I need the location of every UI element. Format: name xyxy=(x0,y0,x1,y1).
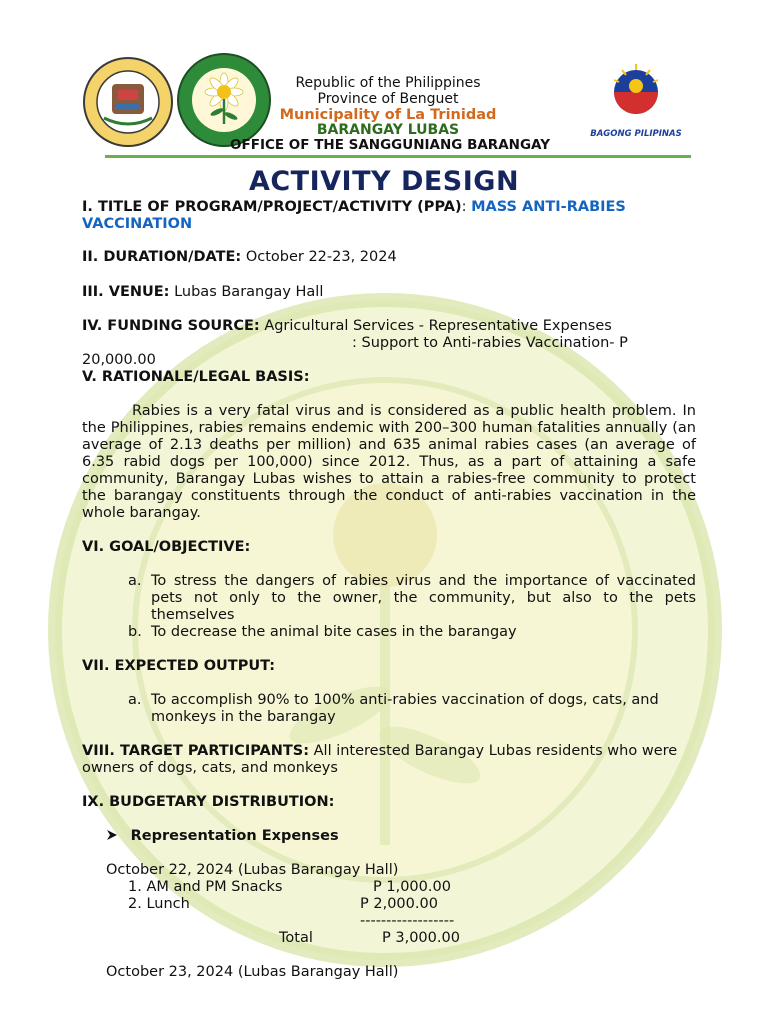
goal-item-a: To stress the dangers of rabies virus and the importance of vaccinated pets not only to the owner, the community, but also to the pets themselves xyxy=(151,573,696,623)
budget-item2-label: 2. Lunch xyxy=(128,896,190,912)
funding-line1: Agricultural Services - Representative Expenses xyxy=(264,318,612,334)
funding-line3: 20,000.00 xyxy=(82,352,156,368)
header-province: Province of Benguet xyxy=(317,91,459,107)
budget-heading: IX. BUDGETARY DISTRIBUTION: xyxy=(82,794,335,810)
goal-item-b: To decrease the animal bite cases in the barangay xyxy=(151,624,517,640)
budget-dashes: ------------------ xyxy=(360,913,455,929)
section-duration xyxy=(82,249,696,266)
goal-item-a-marker: a. xyxy=(128,573,142,589)
header-office: OFFICE OF THE SANGGUNIANG BARANGAY xyxy=(230,137,550,153)
duration-heading: II. DURATION/DATE: xyxy=(82,249,242,265)
output-heading: VII. EXPECTED OUTPUT: xyxy=(82,658,275,674)
ppa-value-line1: MASS ANTI-RABIES xyxy=(471,199,626,215)
venue-value: Lubas Barangay Hall xyxy=(174,284,324,300)
header-municipality: Municipality of La Trinidad xyxy=(279,107,497,123)
ppa-heading: I. TITLE OF PROGRAM/PROJECT/ACTIVITY (PPA) xyxy=(82,199,462,215)
venue-heading: III. VENUE: xyxy=(82,284,170,300)
budget-bullet-label: Representation Expenses xyxy=(130,828,339,844)
rationale-paragraph: Rabies is a very fatal virus and is considered as a public health problem. In the Philippines, rabies remains endemic with 200–300 human fatalities annually (an average of 2.13 deaths per million) and 635 animal rabies cases (an average of 6.35 rabid dogs per 100,000) since 2012. Thus, as a part of attaining a safe community, Barangay Lubas wishes to attain a rabies-free community to protect the barangay constituents through the conduct of anti-rabies vaccination in the whole barangay. xyxy=(82,403,696,521)
budget-item1-amount: P 1,000.00 xyxy=(373,879,451,895)
header-divider xyxy=(105,155,691,158)
goal-heading: VI. GOAL/OBJECTIVE: xyxy=(82,539,251,555)
header-barangay: BARANGAY LUBAS xyxy=(316,122,460,138)
ppa-value-line2: VACCINATION xyxy=(82,216,193,232)
bagong-pilipinas-logo xyxy=(588,58,684,144)
budget-total-label: Total xyxy=(279,930,313,946)
section-venue xyxy=(82,284,696,301)
funding-heading: IV. FUNDING SOURCE: xyxy=(82,318,260,334)
header-republic: Republic of the Philippines xyxy=(295,75,481,91)
section-participants xyxy=(82,743,696,777)
participants-value: All interested Barangay Lubas residents who were owners of dogs, cats, and monkeys xyxy=(82,743,678,776)
budget-item2-amount: P 2,000.00 xyxy=(360,896,438,912)
municipality-seal-logo xyxy=(82,56,174,148)
budget-bullet xyxy=(106,828,339,845)
budget-day2: October 23, 2024 (Lubas Barangay Hall) xyxy=(106,964,399,980)
document-title: ACTIVITY DESIGN xyxy=(248,166,520,197)
duration-value: October 22-23, 2024 xyxy=(245,249,397,265)
funding-line2: : Support to Anti-rabies Vaccination- P xyxy=(352,335,628,351)
bagong-pilipinas-caption: BAGONG PILIPINAS xyxy=(590,129,682,139)
section-funding xyxy=(82,318,696,335)
section-title-ppa xyxy=(82,199,696,233)
rationale-heading: V. RATIONALE/LEGAL BASIS: xyxy=(82,369,310,385)
goal-item-b-marker: b. xyxy=(128,624,142,640)
budget-day1: October 22, 2024 (Lubas Barangay Hall) xyxy=(106,862,399,878)
ppa-colon: : xyxy=(461,199,467,215)
output-item-a-marker: a. xyxy=(128,692,142,708)
budget-total-amount: P 3,000.00 xyxy=(382,930,460,946)
arrow-bullet-icon xyxy=(106,829,118,841)
budget-item1-label: 1. AM and PM Snacks xyxy=(128,879,283,895)
output-item-a: To accomplish 90% to 100% anti-rabies vaccination of dogs, cats, and monkeys in the barangay xyxy=(151,692,659,725)
participants-heading: VIII. TARGET PARTICIPANTS: xyxy=(82,743,310,759)
